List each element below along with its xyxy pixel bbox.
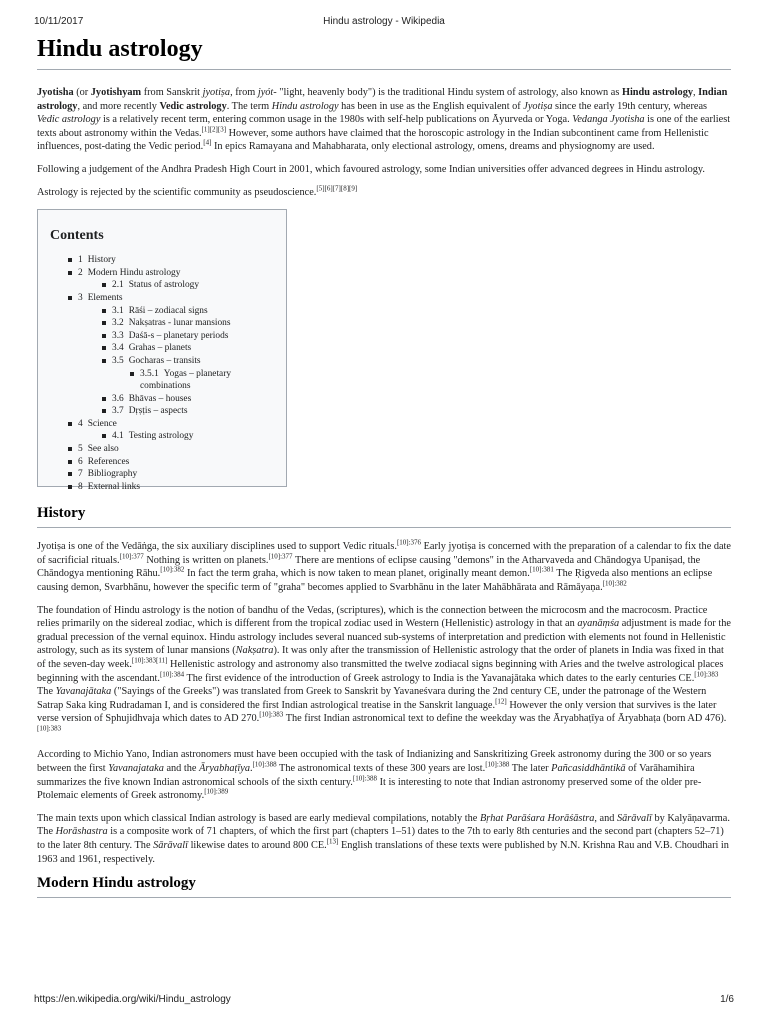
- term-italic: Yavanajātaka: [55, 686, 112, 698]
- text: adjustment is made for the gradual precession of the vernal equinox. Hindu astrology includes several nuanced sub-systems of interpretation and prediction with elements not found in Hellenistic astrology, such as its system of lunar mansions (: [37, 618, 731, 657]
- print-url: https://en.wikipedia.org/wiki/Hindu_astrology: [34, 994, 231, 1005]
- toc-number: 4.1: [112, 431, 124, 442]
- text: .: [249, 763, 253, 775]
- article-content: [37, 36, 731, 910]
- toc-item-modern-hindu-astrology[interactable]: [48, 267, 276, 280]
- print-footer: [34, 994, 734, 1008]
- article-title: Hindu astrology: [37, 36, 731, 70]
- text: There are mentions of eclipse causing "demons" in the Atharvaveda and Chāndogya Upaniṣad, the Chāndogya mentioning Rāhu.: [37, 554, 701, 580]
- citation-link[interactable]: [10]:381: [529, 565, 554, 574]
- text: The first Indian astronomical text to define the weekday was the Āryabhaṭīya of Āryabhaṭa (born AD 476).: [283, 713, 727, 725]
- text: from Sanskrit: [141, 87, 203, 98]
- citation-link[interactable]: [10]:388: [252, 760, 277, 769]
- text: The foundation of Hindu astrology is the notion of bandhu of the Vedas, (scriptures), which is the connection between the microcosm and the macrocosm. Practice relies primarily on the sidereal zodiac, which is different from the tropical zodiac used in Western (Hellenistic) astrology in that an: [37, 604, 708, 630]
- text: Nothing is written on planets.: [143, 554, 269, 566]
- toc-number: 3.7: [112, 406, 124, 417]
- toc-item-history[interactable]: [48, 254, 276, 267]
- text: - "light, heavenly body") is the traditional Hindu system of astrology, also known as: [273, 87, 622, 98]
- toc-label: Bibliography: [87, 469, 138, 480]
- term-sanskrit: jyotiṣa: [202, 87, 231, 98]
- print-header: [34, 16, 734, 30]
- toc-title: Contents: [50, 228, 104, 244]
- text: (or: [73, 87, 91, 98]
- toc-number: 6: [78, 456, 83, 467]
- toc-label: Gocharas – transits: [128, 355, 201, 366]
- citation-link[interactable]: [12]: [495, 697, 507, 706]
- text: English translations of these texts were published by N.N. Krishna Rau and V.B. Choudhari in 1963 and 1961, respectively.: [37, 840, 729, 865]
- toc-label: Dṛṣṭis – aspects: [128, 406, 188, 417]
- toc-label: External links: [87, 481, 141, 492]
- text: However the only version that survives is the later verse version of Sphujidhvaja which dates to AD 270.: [37, 699, 717, 725]
- toc-item-bhavas[interactable]: [48, 393, 276, 406]
- toc-label: References: [87, 456, 130, 467]
- text: is a composite work of 71 chapters, of which the first part (chapters 1–51) dates to the 7th to early 8th centuries and the second part (chapters 52–71) to the later 8th century. The: [37, 826, 724, 852]
- toc-item-science[interactable]: [48, 418, 276, 431]
- text: is one of the earliest texts about astronomy within the Vedas.: [37, 114, 731, 139]
- term-italic: Yavanajataka: [108, 763, 164, 775]
- section-heading-modern-hindu-astrology: Modern Hindu astrology: [37, 875, 731, 898]
- term-italic: Nakṣatra: [235, 645, 274, 657]
- text: The first evidence of the introduction of Greek astrology to India is the Yavanajātaka which dates to the early centuries CE.: [184, 672, 695, 684]
- term-italic: ayanāṃśa: [577, 618, 620, 630]
- toc-item-testing-astrology[interactable]: [48, 430, 276, 443]
- toc-item-drstis[interactable]: [48, 405, 276, 418]
- toc-item-see-also[interactable]: [48, 443, 276, 456]
- history-paragraph-2: [37, 604, 731, 740]
- toc-number: 3.1: [112, 305, 124, 316]
- text: However, some authors have claimed that the horoscopic astrology in the Indian subcontinent came from Hellenistic influences, post-dating the Vedic period.: [37, 127, 709, 153]
- toc-label: Modern Hindu astrology: [87, 267, 181, 278]
- text: ). It was only after the transmission of Hellenistic astrology that the order of planets in India was fixed in that of the seven-day week.: [37, 645, 724, 670]
- term-italic: Jyotiṣa: [523, 100, 553, 112]
- term-italic: Hindu astrology: [271, 100, 339, 112]
- citation-link[interactable]: [10]:389: [204, 787, 229, 796]
- text: since the early 19th century, whereas: [552, 100, 708, 112]
- toc-number: 3.2: [112, 318, 124, 329]
- toc-item-external-links[interactable]: [48, 481, 276, 494]
- toc-label: History: [87, 255, 116, 266]
- toc-number: 5: [78, 444, 83, 455]
- term-italic: Horāshastra: [55, 826, 108, 838]
- toc-number: 3.6: [112, 393, 124, 404]
- text: In epics Ramayana and Mahabharata, only electional astrology, omens, dreams and physiognomy are used.: [211, 141, 655, 153]
- toc-item-grahas[interactable]: [48, 342, 276, 355]
- text: Hellenistic astrology and astronomy also transmitted the twelve zodiacal signs beginning with Aries and the twelve astrological places beginning with the ascendant.: [37, 658, 724, 684]
- text: , from: [230, 87, 258, 98]
- citation-link[interactable]: [10]:383: [694, 670, 719, 679]
- toc-number: 2.1: [112, 280, 124, 291]
- toc-number: 3.5.1: [140, 368, 159, 379]
- toc-label: Bhāvas – houses: [128, 393, 192, 404]
- intro-paragraph-2: Following a judgement of the Andhra Pradesh High Court in 2001, which favoured astrology, some Indian universities offer advanced degrees in Hindu astrology.: [37, 163, 705, 175]
- text: has been in use as the English equivalent of: [338, 100, 524, 112]
- text: of Varāhamihira summarizes the five known Indian astronomical schools of the sixth century.: [37, 763, 695, 788]
- toc-number: 3.4: [112, 343, 124, 354]
- toc-label: Daśā-s – planetary periods: [128, 330, 229, 341]
- citation-link[interactable]: [10]:383: [259, 710, 284, 719]
- text: , and: [594, 812, 617, 824]
- text: by Kalyāṇavarma. The: [37, 812, 730, 838]
- toc-label: See also: [87, 444, 119, 455]
- term-jyotishyam: Jyotishyam: [90, 87, 142, 98]
- term-italic: Āryabhaṭīya: [199, 763, 250, 775]
- text: is a relatively recent term, entering common usage in the 1980s with self-help publications on Āyurveda or Yoga.: [100, 114, 573, 126]
- section-heading-history: History: [37, 505, 731, 528]
- text: The astronomical texts of these 300 years are lost.: [276, 763, 486, 775]
- citation-link[interactable]: [4]: [203, 138, 212, 147]
- citation-link[interactable]: [5][6][7][8][9]: [316, 184, 358, 193]
- text: . The term: [226, 100, 272, 112]
- text: The Ṛigveda also mentions an eclipse causing demon, Svarbhānu, however the specific term of "graha" becomes applied to Svarbhānu in the later Mahābhārata and Rāmāyaṇa.: [37, 568, 713, 593]
- citation-link[interactable]: [10]:382: [160, 565, 185, 574]
- toc-number: 8: [78, 481, 83, 492]
- citation-link[interactable]: [10]:383[11]: [131, 656, 168, 665]
- term-vedic-astrology: Vedic astrology: [159, 100, 227, 112]
- toc-item-yogas[interactable]: [48, 368, 276, 393]
- intro-paragraph-1: [37, 86, 731, 154]
- term-italic: Sārāvalī: [616, 812, 652, 824]
- toc-list: [48, 254, 276, 493]
- table-of-contents: [37, 209, 287, 492]
- toc-label: Elements: [87, 292, 123, 303]
- text: likewise dates to around 800 CE.: [188, 840, 327, 852]
- term-italic: Pañcasiddhāntikā: [551, 763, 626, 775]
- text: In fact the term graha, which is now taken to mean planet, originally meant demon.: [184, 568, 530, 580]
- toc-label: Rāśi – zodiacal signs: [128, 305, 208, 316]
- citation-link[interactable]: [10]:376: [396, 538, 422, 547]
- toc-item-gocharas[interactable]: [48, 355, 276, 368]
- print-page-number: 1/6: [720, 994, 734, 1005]
- citation-link[interactable]: [10]:388: [352, 774, 377, 783]
- term-italic: Vedic astrology: [37, 114, 101, 126]
- term-italic: Bṛhat Parāśara Horāśāstra: [479, 812, 595, 824]
- toc-label: Science: [87, 418, 117, 429]
- text: ,: [693, 87, 699, 98]
- intro-paragraph-3: [37, 186, 731, 200]
- text: The later: [509, 763, 552, 775]
- toc-label: Yogas – planetary combinations: [140, 368, 232, 392]
- toc-number: 3.3: [112, 330, 124, 341]
- toc-item-status-of-astrology[interactable]: [48, 279, 276, 292]
- citation-link[interactable]: [1][2][3]: [201, 125, 227, 134]
- citation-link[interactable]: [10]:383: [37, 724, 62, 733]
- text: The: [37, 686, 56, 698]
- toc-number: 7: [78, 469, 83, 480]
- term-indian-astrology: Indian astrology: [37, 87, 728, 112]
- toc-item-rasi[interactable]: [48, 305, 276, 318]
- term-jyotisha: Jyotisha: [37, 87, 74, 98]
- toc-number: 4: [78, 418, 83, 429]
- history-paragraph-4: [37, 812, 731, 866]
- citation-link[interactable]: [10]:377: [268, 552, 293, 561]
- term-hindu-astrology: Hindu astrology: [621, 87, 693, 98]
- toc-number: 3.5: [112, 355, 124, 366]
- history-paragraph-3: [37, 748, 731, 802]
- toc-label: Grahas – planets: [128, 343, 192, 354]
- term-italic: Sārāvalī: [153, 840, 188, 852]
- text: Astrology is rejected by the scientific community as pseudoscience.: [37, 186, 317, 198]
- toc-item-dasas[interactable]: [48, 330, 276, 343]
- toc-number: 2: [78, 267, 83, 278]
- text: According to Michio Yano, Indian astronomers must have been occupied with the task of Indianizing and Sanskritizing Greek astronomy during the 300 or so years between the first: [37, 749, 712, 775]
- toc-label: Status of astrology: [128, 280, 200, 291]
- history-paragraph-1: [37, 540, 731, 594]
- citation-link[interactable]: [10]:377: [119, 552, 144, 561]
- toc-label: Testing astrology: [128, 431, 194, 442]
- text: and the: [163, 763, 200, 775]
- toc-item-references[interactable]: [48, 456, 276, 469]
- text: ("Sayings of the Greeks") was translated from Greek to Sanskrit by Yavaneśvara during the 2nd century CE, under the patronage of the Western Satrap Saka king Rudradaman I, and is considered the first Indian astrological treatise in the Sanskrit language.: [37, 686, 707, 711]
- toc-number: 1: [78, 255, 83, 266]
- term-vedanga-jyotisha: Vedanga Jyotisha: [572, 114, 645, 126]
- print-date: 10/11/2017: [34, 16, 84, 27]
- text: Jyotiṣa is one of the Vedāṅga, the six auxiliary disciplines used to support Vedic rituals.: [37, 541, 397, 553]
- print-page-title: Hindu astrology - Wikipedia: [323, 16, 445, 27]
- citation-link[interactable]: [13]: [326, 837, 339, 846]
- text: Early jyotiṣa is concerned with the preparation of a calendar to fix the date of sacrificial rituals.: [37, 541, 731, 566]
- toc-label: Nakṣatras - lunar mansions: [128, 318, 231, 329]
- text: The main texts upon which classical Indian astrology is based are early medieval compilations, notably the: [37, 812, 480, 824]
- text: It is interesting to note that Indian astronomy preserved some of the older pre-Ptolemaic elements of Greek astronomy.: [37, 776, 702, 802]
- text: , and more recently: [77, 100, 160, 112]
- toc-number: 3: [78, 292, 83, 303]
- toc-item-elements[interactable]: [48, 292, 276, 305]
- toc-item-bibliography[interactable]: [48, 468, 276, 481]
- toc-item-naksatras[interactable]: [48, 317, 276, 330]
- citation-link[interactable]: [10]:384: [159, 670, 185, 679]
- citation-link[interactable]: [10]:382: [602, 579, 627, 588]
- citation-link[interactable]: [10]:388: [485, 760, 510, 769]
- term-root: jyót: [257, 87, 274, 98]
